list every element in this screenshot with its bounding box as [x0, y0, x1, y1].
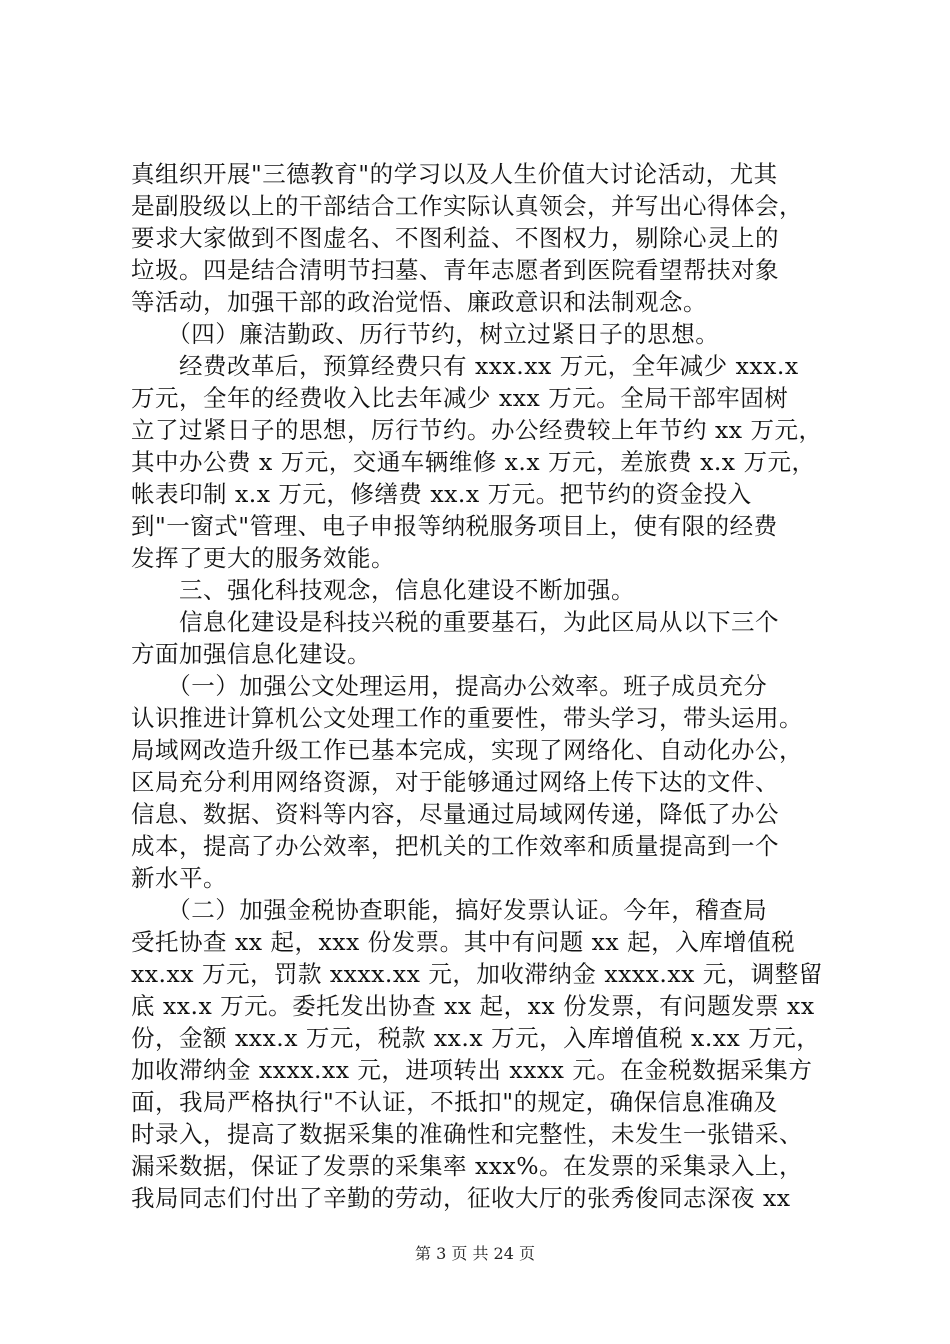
- text-line: 方面加强信息化建设。: [131, 640, 371, 668]
- text-line: 立了过紧日子的思想，厉行节约。办公经费较上年节约 xx 万元，: [131, 416, 823, 444]
- text-line: 新水平。: [131, 864, 227, 892]
- text-line: 垃圾。四是结合清明节扫墓、青年志愿者到医院看望帮扶对象: [131, 256, 779, 284]
- section-heading: 三、强化科技观念，信息化建设不断加强。: [131, 576, 635, 604]
- section-heading: （四）廉洁勤政、历行节约，树立过紧日子的思想。: [131, 320, 720, 348]
- text-line: 漏采数据，保证了发票的采集率 xxx%。在发票的采集录入上，: [131, 1152, 804, 1180]
- text-line: 信息、数据、资料等内容，尽量通过局域网传递，降低了办公: [131, 800, 779, 828]
- text-line: 发挥了更大的服务效能。: [131, 544, 395, 572]
- text-line: 是副股级以上的干部结合工作实际认真领会，并写出心得体会，: [131, 192, 803, 220]
- text-line: 份，金额 xxx.x 万元，税款 xx.x 万元，入库增值税 x.xx 万元，: [131, 1024, 821, 1052]
- text-line: 帐表印制 x.x 万元，修缮费 xx.x 万元。把节约的资金投入: [131, 480, 752, 508]
- text-line: 其中办公费 x 万元，交通车辆维修 x.x 万元，差旅费 x.x 万元，: [131, 448, 816, 476]
- text-line: 真组织开展"三德教育"的学习以及人生价值大讨论活动，尤其: [131, 160, 778, 188]
- text-line: （二）加强金税协查职能，搞好发票认证。今年，稽查局: [131, 896, 768, 924]
- text-line: 要求大家做到不图虚名、不图利益、不图权力，剔除心灵上的: [131, 224, 779, 252]
- text-line: 时录入，提高了数据采集的准确性和完整性，未发生一张错采、: [131, 1120, 803, 1148]
- text-line: 加收滞纳金 xxxx.xx 元，进项转出 xxxx 元。在金税数据采集方: [131, 1056, 813, 1084]
- text-line: 成本，提高了办公效率，把机关的工作效率和质量提高到一个: [131, 832, 779, 860]
- text-line: 到"一窗式"管理、电子申报等纳税服务项目上，使有限的经费: [131, 512, 778, 540]
- body-text: [131, 158, 831, 1214]
- text-line: （一）加强公文处理运用，提高办公效率。班子成员充分: [131, 672, 768, 700]
- text-line: 经费改革后，预算经费只有 xxx.xx 万元，全年减少 xxx.x: [131, 352, 799, 380]
- text-line: 受托协查 xx 起，xxx 份发票。其中有问题 xx 起，入库增值税: [131, 928, 796, 956]
- text-line: xx.xx 万元，罚款 xxxx.xx 元，加收滞纳金 xxxx.xx 元，调整留: [131, 960, 823, 988]
- text-line: 我局同志们付出了辛勤的劳动，征收大厅的张秀俊同志深夜 xx: [131, 1184, 791, 1212]
- text-line: 局域网改造升级工作已基本完成，实现了网络化、自动化办公，: [131, 736, 803, 764]
- text-line: 万元，全年的经费收入比去年减少 xxx 万元。全局干部牢固树: [131, 384, 789, 412]
- page-footer: 第 3 页 共 24 页: [415, 1244, 535, 1263]
- text-line: 信息化建设是科技兴税的重要基石，为此区局从以下三个: [131, 608, 779, 636]
- text-line: 区局充分利用网络资源，对于能够通过网络上传下达的文件、: [131, 768, 779, 796]
- text-line: 认识推进计算机公文处理工作的重要性，带头学习，带头运用。: [131, 704, 803, 732]
- text-line: 等活动，加强干部的政治觉悟、廉政意识和法制观念。: [131, 288, 707, 316]
- text-line: 面，我局严格执行"不认证，不抵扣"的规定，确保信息准确及: [131, 1088, 778, 1116]
- text-line: 底 xx.x 万元。委托发出协查 xx 起，xx 份发票，有问题发票 xx: [131, 992, 815, 1020]
